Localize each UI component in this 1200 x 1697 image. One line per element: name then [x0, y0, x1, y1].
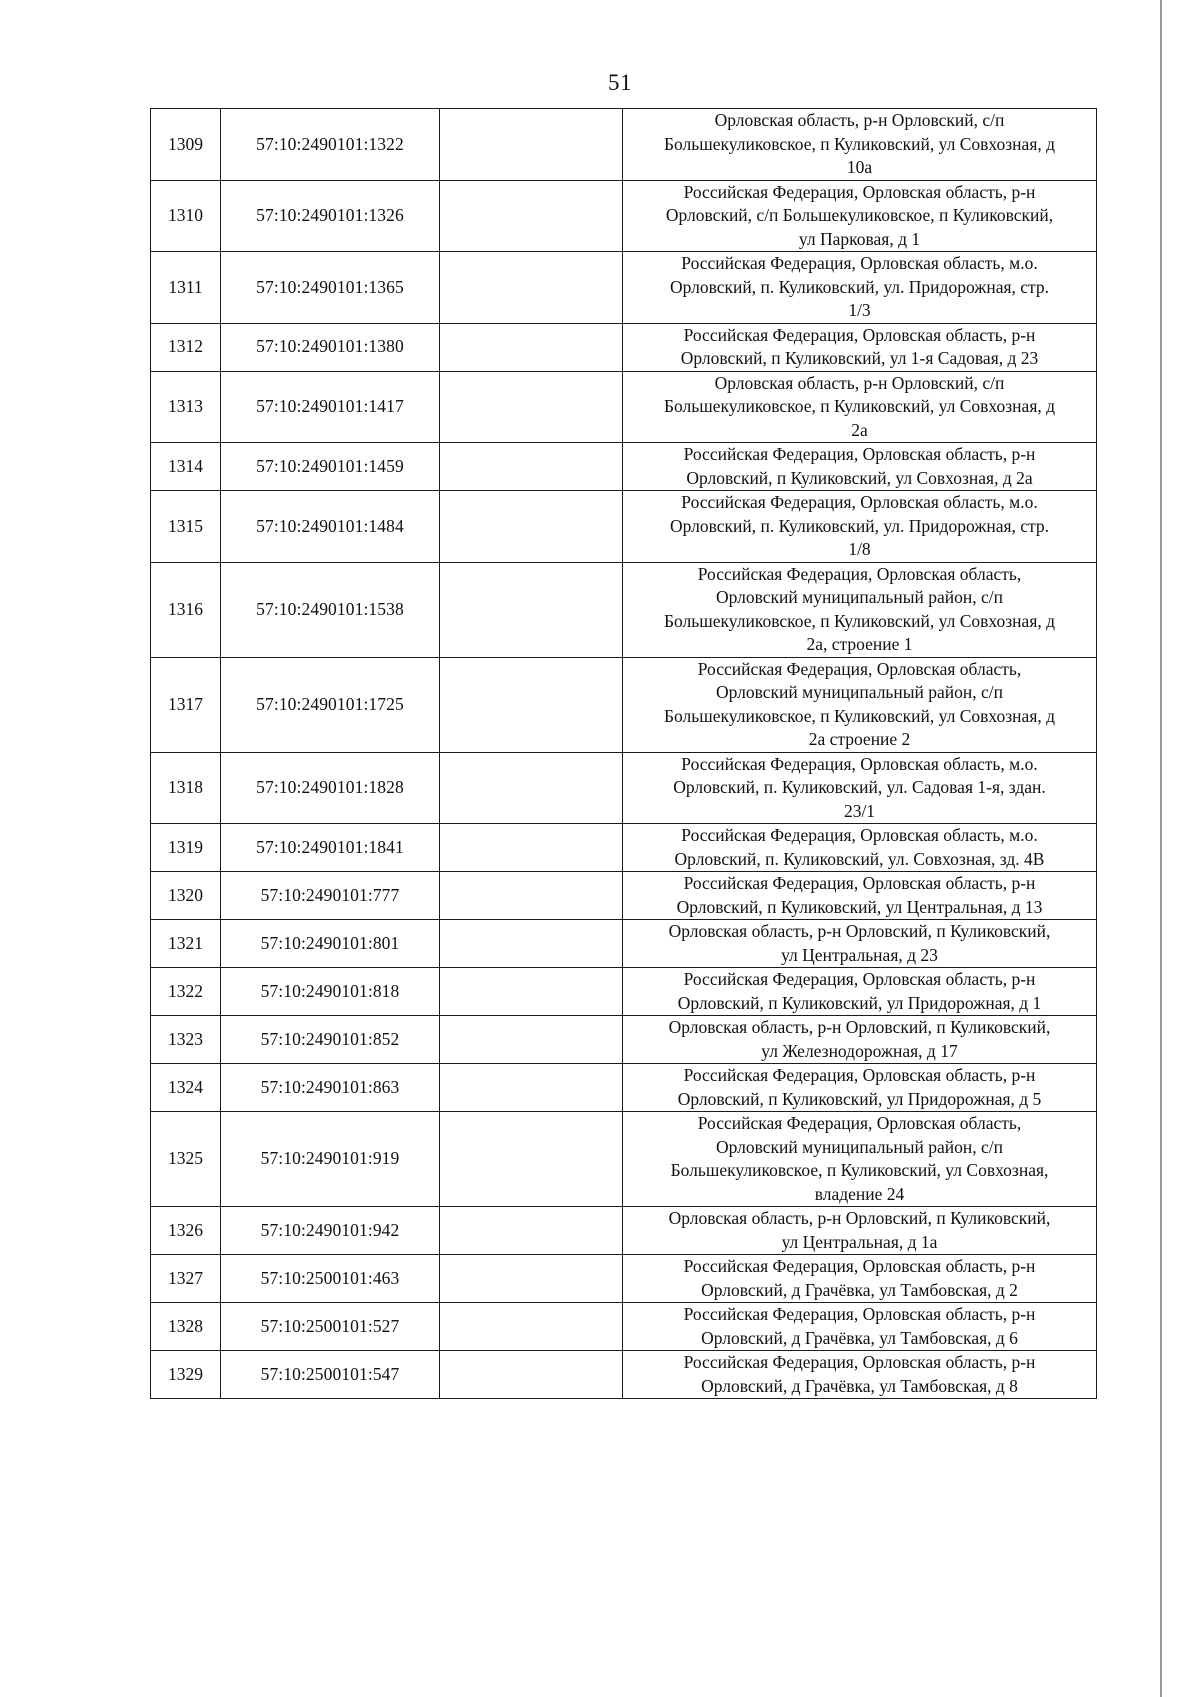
address-cell [623, 491, 1097, 563]
address-line: Российская Федерация, Орловская область, [697, 563, 1022, 584]
empty-cell [440, 109, 623, 181]
cadastral-number: 57:10:2490101:1326 [221, 180, 440, 252]
address-cell [623, 371, 1097, 443]
address-cell [623, 1112, 1097, 1207]
table-body [151, 109, 1097, 1399]
row-number: 1320 [151, 872, 221, 920]
row-number: 1314 [151, 443, 221, 491]
address-line: Орловский, п Куликовский, ул Совхозная, д 2а [686, 467, 1033, 488]
row-number: 1313 [151, 371, 221, 443]
table-row [151, 1207, 1097, 1255]
table-row [151, 1303, 1097, 1351]
row-number: 1322 [151, 968, 221, 1016]
address-line: Орловская область, р-н Орловский, с/п [714, 110, 1005, 130]
address-line: Российская Федерация, Орловская область, р-н [683, 181, 1036, 202]
address-line: Большекуликовское, п Куликовский, ул Совхозная, [670, 1160, 1049, 1180]
empty-cell [440, 371, 623, 443]
row-number: 1326 [151, 1207, 221, 1255]
address-line: Орловская область, р-н Орловский, п Куликовский, [668, 1208, 1051, 1228]
address-line: Большекуликовское, п Куликовский, ул Совхозная, д [663, 705, 1056, 726]
address-line: 2а строение 2 [808, 729, 911, 749]
empty-cell [440, 752, 623, 824]
empty-cell [440, 1016, 623, 1064]
address-line: Орловский, п. Куликовский, ул. Придорожная, стр. [669, 515, 1050, 536]
cadastral-number: 57:10:2490101:1380 [221, 323, 440, 371]
row-number: 1328 [151, 1303, 221, 1351]
table-row [151, 109, 1097, 181]
address-line: 23/1 [843, 800, 876, 821]
address-line: Орловская область, р-н Орловский, с/п [714, 372, 1005, 393]
address-line: Российская Федерация, Орловская область, р-н [683, 324, 1036, 345]
table-row [151, 872, 1097, 920]
table-row [151, 920, 1097, 968]
address-cell [623, 752, 1097, 824]
address-line: Российская Федерация, Орловская область, м.о. [681, 753, 1038, 774]
table-row [151, 252, 1097, 324]
address-line: Российская Федерация, Орловская область, р-н [683, 873, 1036, 893]
empty-cell [440, 968, 623, 1016]
address-cell [623, 920, 1097, 968]
address-line: 10а [846, 157, 873, 177]
address-cell [623, 443, 1097, 491]
row-number: 1315 [151, 491, 221, 563]
address-cell [623, 1207, 1097, 1255]
address-line: Российская Федерация, Орловская область, м.о. [681, 492, 1038, 512]
page-edge-line [1160, 0, 1162, 1697]
address-line: Орловский, п Куликовский, ул Придорожная, д 1 [677, 992, 1042, 1013]
address-line: Российская Федерация, Орловская область, р-н [683, 1352, 1036, 1372]
table-row [151, 323, 1097, 371]
empty-cell [440, 1112, 623, 1207]
address-line: Орловский, п Куликовский, ул 1-я Садовая, д 23 [680, 348, 1039, 368]
cadastral-number: 57:10:2490101:1365 [221, 252, 440, 324]
row-number: 1325 [151, 1112, 221, 1207]
row-number: 1310 [151, 180, 221, 252]
table-row [151, 443, 1097, 491]
row-number: 1319 [151, 824, 221, 872]
empty-cell [440, 1303, 623, 1351]
empty-cell [440, 562, 623, 657]
cadastral-number: 57:10:2500101:547 [221, 1351, 440, 1399]
address-line: Орловский, п Куликовский, ул Придорожная, д 5 [677, 1088, 1042, 1109]
address-line: Российская Федерация, Орловская область, м.о. [681, 253, 1038, 273]
address-cell [623, 824, 1097, 872]
address-line: Орловский, с/п Большекуликовское, п Куликовский, [665, 205, 1054, 225]
cadastral-number: 57:10:2490101:852 [221, 1016, 440, 1064]
empty-cell [440, 824, 623, 872]
row-number: 1321 [151, 920, 221, 968]
address-line: Российская Федерация, Орловская область, р-н [683, 1304, 1036, 1324]
address-cell [623, 562, 1097, 657]
address-cell [623, 1351, 1097, 1399]
table-row [151, 1112, 1097, 1207]
address-line: 2а, строение 1 [806, 634, 913, 654]
address-line: 1/8 [848, 539, 871, 559]
cadastral-number: 57:10:2490101:818 [221, 968, 440, 1016]
address-line: Орловская область, р-н Орловский, п Куликовский, [668, 1017, 1051, 1037]
row-number: 1317 [151, 657, 221, 752]
address-line: Российская Федерация, Орловская область, р-н [683, 1256, 1036, 1276]
address-line: владение 24 [814, 1183, 905, 1204]
table-row [151, 1255, 1097, 1303]
row-number: 1318 [151, 752, 221, 824]
address-line: Российская Федерация, Орловская область, м.о. [681, 825, 1038, 845]
address-cell [623, 872, 1097, 920]
address-line: Большекуликовское, п Куликовский, ул Совхозная, д [663, 610, 1056, 631]
table-row [151, 1064, 1097, 1112]
address-line: ул Центральная, д 23 [781, 944, 938, 965]
cadastral-number: 57:10:2490101:1322 [221, 109, 440, 181]
table-row [151, 824, 1097, 872]
row-number: 1316 [151, 562, 221, 657]
table-row [151, 968, 1097, 1016]
row-number: 1312 [151, 323, 221, 371]
cadastral-number: 57:10:2490101:801 [221, 920, 440, 968]
address-line: Орловский, п. Куликовский, ул. Совхозная, зд. 4В [674, 848, 1045, 869]
cadastral-number: 57:10:2490101:942 [221, 1207, 440, 1255]
address-line: Орловский, п Куликовский, ул Центральная, д 13 [676, 896, 1043, 917]
empty-cell [440, 323, 623, 371]
row-number: 1324 [151, 1064, 221, 1112]
address-cell [623, 1016, 1097, 1064]
empty-cell [440, 1064, 623, 1112]
cadastral-number: 57:10:2490101:1841 [221, 824, 440, 872]
cadastral-number: 57:10:2490101:919 [221, 1112, 440, 1207]
cadastral-number: 57:10:2500101:527 [221, 1303, 440, 1351]
address-line: ул Центральная, д 1а [781, 1231, 938, 1252]
address-line: Орловский, д Грачёвка, ул Тамбовская, д 8 [701, 1375, 1018, 1396]
address-line: Орловский, д Грачёвка, ул Тамбовская, д 6 [701, 1327, 1018, 1348]
address-line: Российская Федерация, Орловская область, р-н [683, 969, 1036, 989]
row-number: 1327 [151, 1255, 221, 1303]
table-row [151, 657, 1097, 752]
address-line: Большекуликовское, п Куликовский, ул Совхозная, д [663, 396, 1056, 416]
address-line: 2а [851, 419, 868, 440]
table-row [151, 371, 1097, 443]
cadastral-number: 57:10:2490101:1828 [221, 752, 440, 824]
address-cell [623, 968, 1097, 1016]
row-number: 1329 [151, 1351, 221, 1399]
empty-cell [440, 252, 623, 324]
address-cell [623, 180, 1097, 252]
address-line: Российская Федерация, Орловская область, р-н [683, 1065, 1036, 1085]
address-line: Большекуликовское, п Куликовский, ул Совхозная, д [663, 133, 1056, 154]
table-row [151, 1016, 1097, 1064]
address-line: Орловский, д Грачёвка, ул Тамбовская, д 2 [701, 1279, 1018, 1300]
address-line: Российская Федерация, Орловская область, [697, 1113, 1022, 1133]
address-line: Орловский муниципальный район, с/п [715, 587, 1004, 607]
address-cell [623, 657, 1097, 752]
empty-cell [440, 872, 623, 920]
row-number: 1311 [151, 252, 221, 324]
address-line: ул Железнодорожная, д 17 [761, 1040, 958, 1061]
table-row [151, 752, 1097, 824]
page-number: 51 [608, 70, 632, 95]
cadastral-number: 57:10:2490101:863 [221, 1064, 440, 1112]
empty-cell [440, 657, 623, 752]
cadastral-number: 57:10:2490101:777 [221, 872, 440, 920]
cadastral-number: 57:10:2500101:463 [221, 1255, 440, 1303]
cadastral-table [150, 108, 1097, 1399]
address-line: Орловский, п. Куликовский, ул. Садовая 1-я, здан. [673, 777, 1046, 797]
address-cell [623, 1255, 1097, 1303]
address-cell [623, 1303, 1097, 1351]
empty-cell [440, 491, 623, 563]
address-line: Орловский муниципальный район, с/п [715, 682, 1004, 702]
empty-cell [440, 443, 623, 491]
table-row [151, 180, 1097, 252]
address-line: Российская Федерация, Орловская область, р-н [683, 444, 1036, 464]
address-cell [623, 109, 1097, 181]
row-number: 1323 [151, 1016, 221, 1064]
cadastral-number: 57:10:2490101:1417 [221, 371, 440, 443]
empty-cell [440, 920, 623, 968]
address-line: Орловский муниципальный район, с/п [715, 1136, 1004, 1157]
cadastral-number: 57:10:2490101:1725 [221, 657, 440, 752]
empty-cell [440, 1255, 623, 1303]
address-line: Орловский, п. Куликовский, ул. Придорожная, стр. [669, 276, 1050, 297]
empty-cell [440, 1351, 623, 1399]
cadastral-number: 57:10:2490101:1538 [221, 562, 440, 657]
address-cell [623, 252, 1097, 324]
address-cell [623, 1064, 1097, 1112]
table-row [151, 562, 1097, 657]
address-line: 1/3 [848, 300, 871, 320]
address-line: Орловская область, р-н Орловский, п Куликовский, [668, 921, 1051, 941]
address-cell [623, 323, 1097, 371]
cadastral-number: 57:10:2490101:1484 [221, 491, 440, 563]
address-line: Российская Федерация, Орловская область, [697, 658, 1022, 679]
empty-cell [440, 1207, 623, 1255]
cadastral-number: 57:10:2490101:1459 [221, 443, 440, 491]
table-row [151, 1351, 1097, 1399]
empty-cell [440, 180, 623, 252]
table-row [151, 491, 1097, 563]
row-number: 1309 [151, 109, 221, 181]
address-line: ул Парковая, д 1 [798, 228, 921, 249]
